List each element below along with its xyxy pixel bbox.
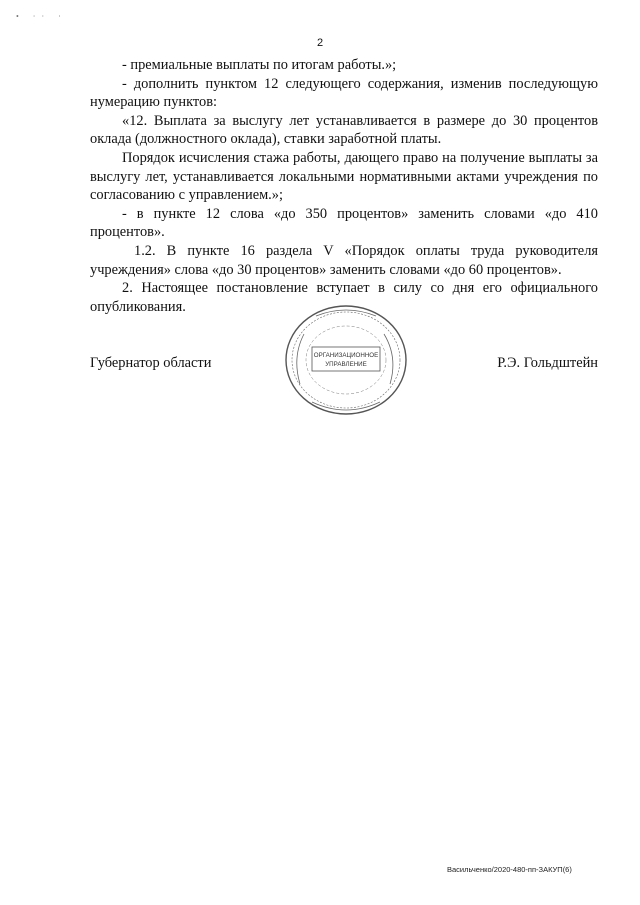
scan-marks: • ·· · (16, 12, 67, 21)
document-code: Васильченко/2020-480-пп-ЗАКУП(6) (447, 865, 572, 874)
document-body (90, 56, 598, 316)
seal-text-line1: ОРГАНИЗАЦИОННОЕ (313, 352, 379, 359)
paragraph-replace-350: - в пункте 12 слова «до 350 процентов» заменить словами «до 410 процентов». (90, 205, 598, 241)
paragraph-item-1-2: 1.2. В пункте 16 раздела V «Порядок оплаты труда руководителя учреждения» слова «до 30 процентов» заменить словами «до 60 процентов». (90, 242, 598, 278)
paragraph-item-12-text: «12. Выплата за выслугу лет устанавливается в размере до 30 процентов оклада (должностного оклада), ставки заработной платы. (90, 112, 598, 148)
page-number: 2 (316, 37, 324, 49)
signatory-name: Р.Э. Гольдштейн (497, 355, 598, 371)
paragraph-bonus-payments: - премиальные выплаты по итогам работы.»; (122, 57, 397, 73)
paragraph-add-item-12: - дополнить пунктом 12 следующего содержания, изменив последующую нумерацию пунктов: (90, 75, 598, 111)
paragraph-effective-date: 2. Настоящее постановление вступает в силу со дня его официального опубликования. (90, 280, 598, 315)
signatory-position: Губернатор области (90, 355, 212, 371)
official-seal-stamp (282, 302, 410, 418)
seal-text-line2: УПРАВЛЕНИЕ (325, 361, 367, 368)
paragraph-seniority-procedure: Порядок исчисления стажа работы, дающего право на получение выплаты за выслугу лет, устанавливается локальными нормативными актами учреждения по согласованию с управлением.»; (90, 149, 598, 204)
